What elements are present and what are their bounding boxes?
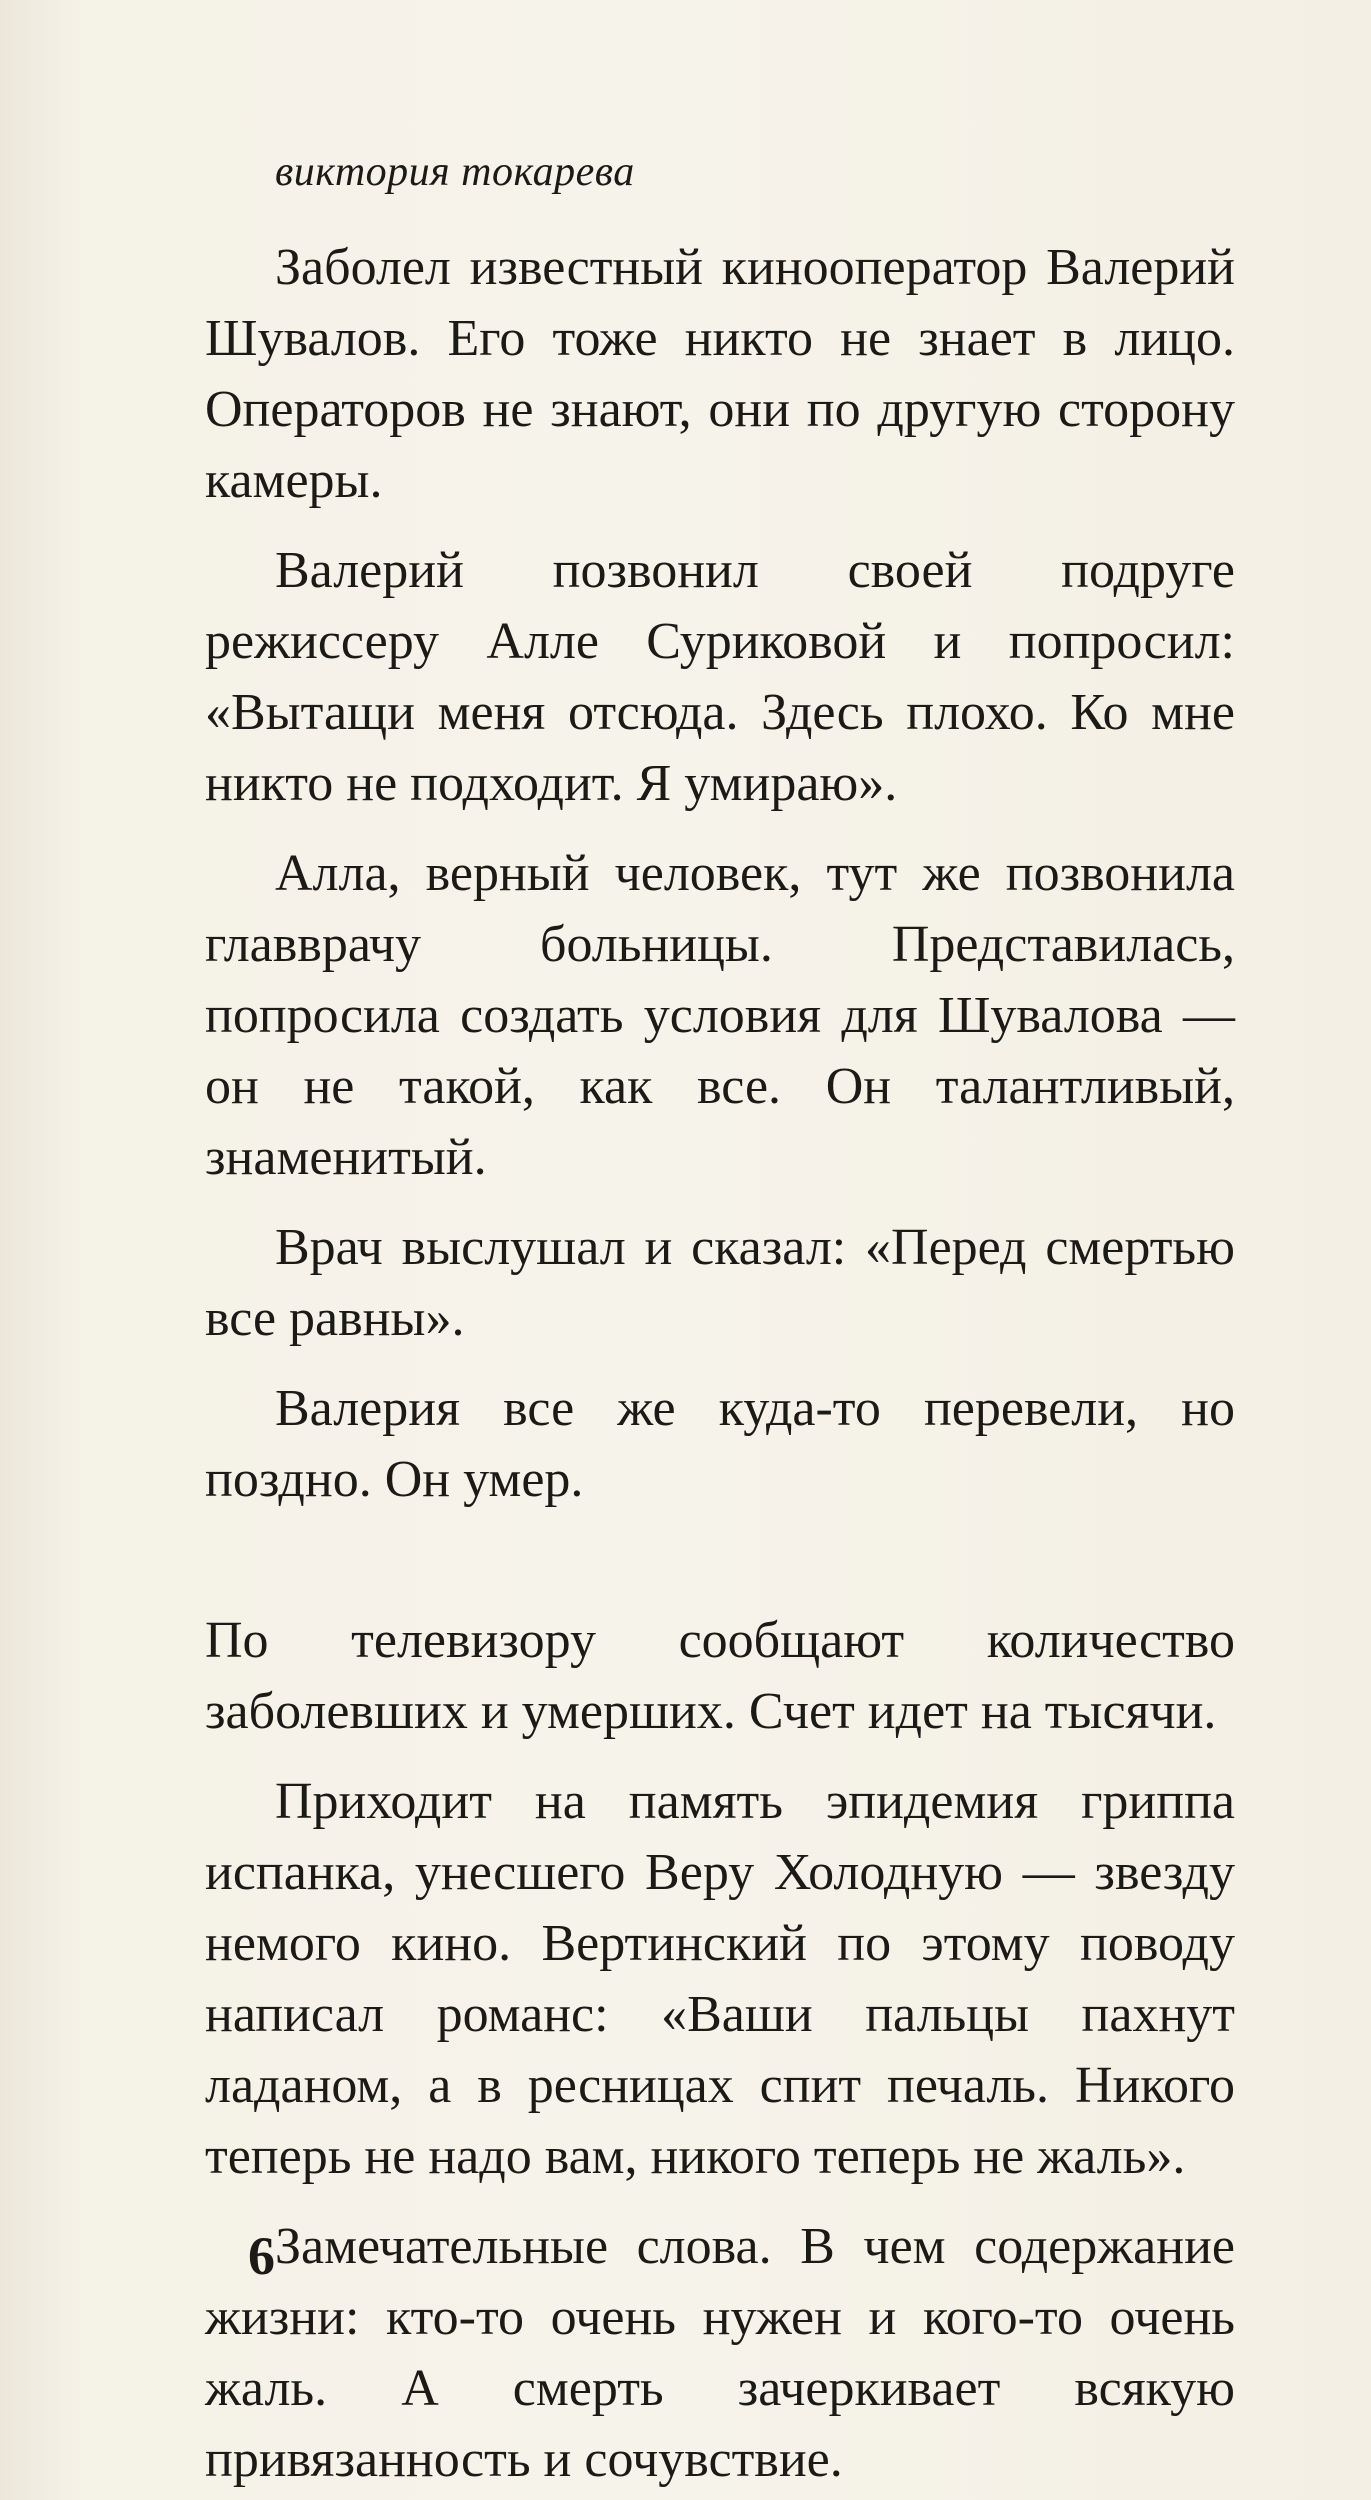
running-head: виктория токарева	[275, 149, 635, 195]
paragraph: Заболел известный кинооператор Валерий Шувалов. Его тоже никто не знает в лицо. Операторов не знают, они по другую сторону камеры.	[205, 239, 1235, 509]
paragraph: Валерий позвонил своей подруге режиссеру Алле Суриковой и попросил: «Вытащи меня отсюда. Здесь плохо. Ко мне никто не подходит. Я умираю».	[205, 542, 1235, 812]
paragraph: Врач выслушал и сказал: «Перед смертью все равны».	[205, 1219, 1235, 1347]
page-number: 6	[248, 2226, 275, 2286]
paragraph-section-start: По телевизору сообщают количество заболевших и умерших. Счет идет на тысячи.	[205, 1612, 1235, 1740]
paragraph: Замечательные слова. В чем содержание жизни: кто-то очень нужен и кого-то очень жаль. А смерть зачеркивает всякую привязанность и сочувствие.	[205, 2218, 1235, 2488]
paragraph: Приходит на память эпидемия гриппа испанка, унесшего Веру Холодную — звезду немого кино. Вертинский по этому поводу написал романс: «Ваши пальцы пахнут ладаном, а в ресницах спит печаль. Никого теперь не надо вам, никого теперь не жаль».	[205, 1773, 1235, 2185]
paragraph: Валерия все же куда-то перевели, но поздно. Он умер.	[205, 1380, 1235, 1508]
body-text	[205, 232, 1235, 2500]
paragraph: Алла, верный человек, тут же позвонила главврачу больницы. Представилась, попросила создать условия для Шувалова — он не такой, как все. Он талантливый, знаменитый.	[205, 845, 1235, 1186]
